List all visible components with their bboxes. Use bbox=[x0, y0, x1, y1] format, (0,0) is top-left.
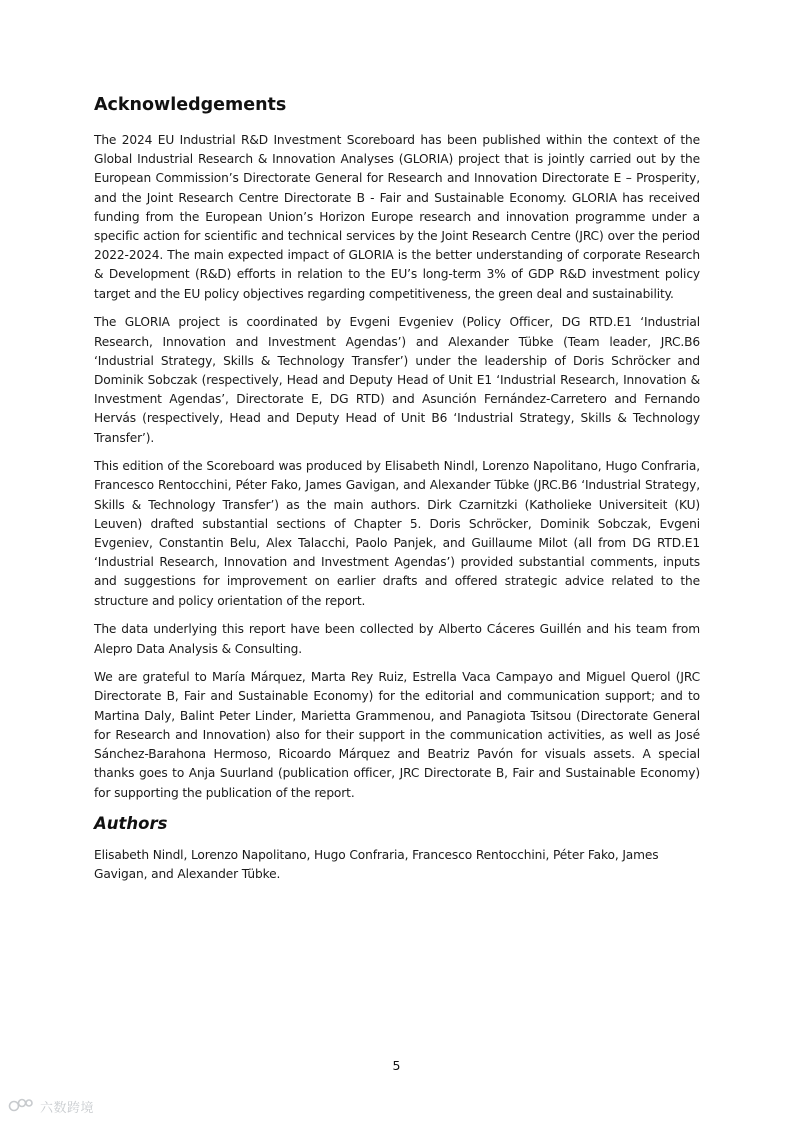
acknowledgements-heading: Acknowledgements bbox=[94, 95, 287, 115]
paragraph-project-coordination: The GLORIA project is coordinated by Evgeni Evgeniev (Policy Officer, DG RTD.E1 ‘Industrial Research, Innovation and Investment Agendas’) and Alexander Tübke (Team leader, JRC.B6 ‘Industrial Strategy, Skills & Technology Transfer’) under the leadership of Doris Schröcker and Dominik Sobczak (respectively, Head and Deputy Head of Unit E1 ‘Industrial Research, Innovation & Investment Agendas’, Directorate E, DG RTD) and Asunción Fernández-Carretero and Fernando Hervás (respectively, Head and Deputy Head of Unit B6 ‘Industrial Strategy, Skills & Technology Transfer’). bbox=[94, 315, 700, 445]
watermark-text: 六数跨境 bbox=[40, 1100, 95, 1116]
paragraph-gloria-context: The 2024 EU Industrial R&D Investment Scoreboard has been published within the context of the Global Industrial Research & Innovation Analyses (GLORIA) project that is jointly carried out by the European Commission’s Directorate General for Research and Innovation Directorate E – Prosperity, and the Joint Research Centre Directorate B - Fair and Sustainable Economy. GLORIA has received funding from the European Union’s Horizon Europe research and innovation programme under a specific action for scientific and technical services by the Joint Research Centre (JRC) over the period 2022-2024. The main expected impact of GLORIA is the better understanding of corporate Research & Development (R&D) efforts in relation to the EU’s long-term 3% of GDP R&D investment policy target and the EU policy objectives regarding competitiveness, the green deal and sustainability. bbox=[94, 133, 700, 301]
paragraph-data-source: The data underlying this report have been collected by Alberto Cáceres Guillén and his team from Alepro Data Analysis & Consulting. bbox=[94, 622, 700, 656]
authors-list: Elisabeth Nindl, Lorenzo Napolitano, Hugo Confraria, Francesco Rentocchini, Péter Fako, James Gavigan, and Alexander Tübke. bbox=[94, 848, 659, 882]
page-number: 5 bbox=[392, 1058, 401, 1073]
paragraph-gratitude: We are grateful to María Márquez, Marta Rey Ruiz, Estrella Vaca Campayo and Miguel Querol (JRC Directorate B, Fair and Sustainable Economy) for the editorial and communication support; and to Martina Daly, Balint Peter Linder, Marietta Grammenou, and Panagiota Tsitsou (Directorate General for Research and Innovation) also for their support in the communication activities, as well as José Sánchez-Barahona Hermoso, Ricoardo Márquez and Beatriz Pavón for visuals assets. A special thanks goes to Anja Suurland (publication officer, JRC Directorate B, Fair and Sustainable Economy) for supporting the publication of the report. bbox=[94, 670, 700, 800]
paragraph-edition-authors: This edition of the Scoreboard was produced by Elisabeth Nindl, Lorenzo Napolitano, Hugo Confraria, Francesco Rentocchini, Péter Fako, James Gavigan, and Alexander Tübke (JRC.B6 ‘Industrial Strategy, Skills & Technology Transfer’) as the main authors. Dirk Czarnitzki (Katholieke Universiteit (KU) Leuven) drafted substantial sections of Chapter 5. Doris Schröcker, Dominik Sobczak, Evgeni Evgeniev, Constantin Belu, Alex Talacchi, Paolo Panjek, and Guillaume Milot (all from DG RTD.E1 ‘Industrial Research, Innovation and Investment Agendas’) provided substantial comments, inputs and suggestions for improvement on earlier drafts and offered strategic advice related to the structure and policy orientation of the report. bbox=[94, 459, 700, 608]
watermark bbox=[8, 1094, 94, 1118]
authors-heading: Authors bbox=[94, 814, 168, 834]
watermark-logo-icon bbox=[8, 1097, 36, 1115]
page-content bbox=[94, 92, 700, 894]
